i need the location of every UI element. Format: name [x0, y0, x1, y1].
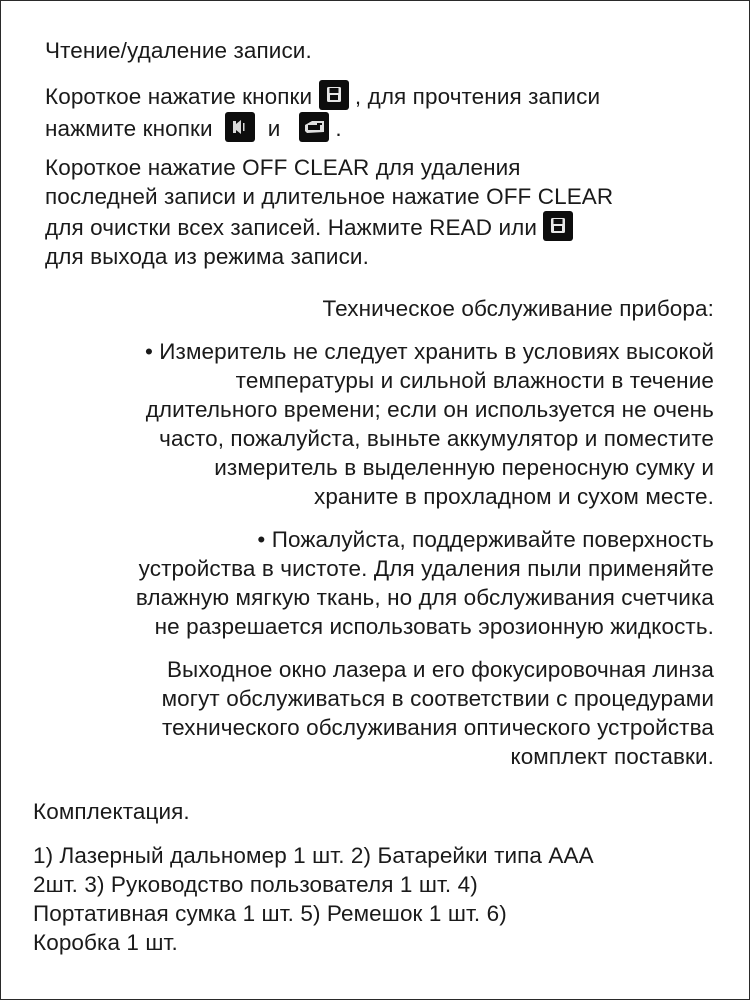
- maintenance-paragraph: Выходное окно лазера и его фокусировочная линза могут обслуживаться в соответствии с процедурами технического обслуживания оптического устройства комплект поставки.: [161, 657, 714, 769]
- save-icon: [319, 80, 349, 110]
- maintenance-bullet-1: • Измеритель не следует хранить в условиях высокой температуры и сильной влажности в течение длительного времени; если он используется не очень часто, пожалуйста, выньте аккумулятор и поместите измеритель в выделенную переносную сумку и храните в прохладном и сухом месте.: [144, 339, 714, 509]
- maintenance-bullet-2: • Пожалуйста, поддерживайте поверхность устройства в чистоте. Для удаления пыли применяйте влажную мягкую ткань, но для обслуживания счетчика не разрешается использовать эрозионную жидкость.: [135, 527, 714, 639]
- maintenance-section-title: Техническое обслуживание прибора:: [322, 296, 714, 321]
- package-section-title: Комплектация.: [33, 799, 190, 824]
- record-section-title: Чтение/удаление записи.: [45, 38, 312, 63]
- record-paragraph-2: Короткое нажатие OFF CLEAR для удаления последней записи и длительное нажатие OFF CLEAR для очистки всех записей. Нажмите READ или для выхода из режима записи.: [45, 155, 614, 269]
- package-list: 1) Лазерный дальномер 1 шт. 2) Батарейки типа AAA 2шт. 3) Руководство пользователя 1 шт. 4) Портативная сумка 1 шт. 5) Ремешок 1 шт. 6) Коробка 1 шт.: [33, 843, 594, 955]
- save-icon: [543, 211, 573, 241]
- record-paragraph-1: Короткое нажатие кнопки , для прочтения записи нажмите кнопки и .: [45, 80, 725, 144]
- volume-icon: [225, 112, 255, 142]
- laser-device-icon: [299, 112, 329, 142]
